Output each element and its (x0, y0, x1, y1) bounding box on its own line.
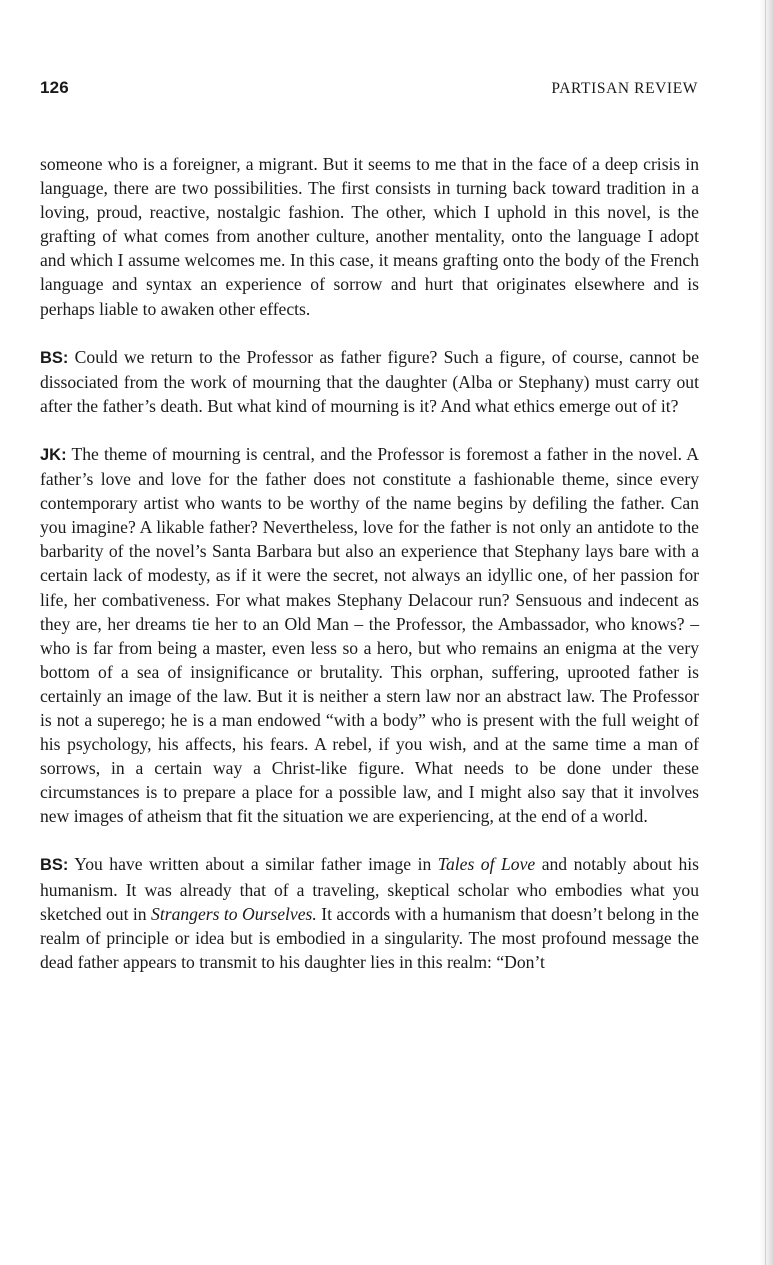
paragraph-continuation (40, 152, 699, 321)
speaker-label: BS: (40, 348, 69, 367)
paragraph-bs-question (40, 345, 699, 418)
book-title-tales-of-love: Tales of Love (437, 854, 536, 875)
page-body (40, 152, 699, 998)
page-edge (759, 0, 773, 1265)
paragraph-text: and notably about his humanism. It was already that of a traveling, skeptical scholar who embodies what you sketched out in (40, 854, 699, 924)
book-title-strangers-to-ourselves: Strangers to Ourselves. (151, 903, 317, 924)
paragraph-text: You have written about a similar father image in (68, 854, 438, 875)
paragraph-text: someone who is a foreigner, a migrant. But it seems to me that in the face of a deep crisis in language, there are two possibilities. The first consists in turning back toward tradition in a loving, proud, reactive, nostalgic fashion. The other, which I uphold in this novel, is the grafting of what comes from another culture, another mentality, onto the language I adopt and which I assume welcomes me. In this case, it means grafting onto the body of the French language and syntax an experience of sorrow and hurt that originates elsewhere and is perhaps liable to awaken other effects. (40, 154, 699, 319)
speaker-label: BS: (40, 856, 69, 875)
page-number: 126 (40, 78, 69, 97)
speaker-label: JK: (40, 445, 67, 464)
paragraph-text: Could we return to the Professor as father figure? Such a figure, of course, cannot be dissociated from the work of mourning that the daughter (Alba or Stephany) must carry out after the father’s death. But what kind of mourning is it? And what ethics emerge out of it? (40, 346, 699, 416)
page-header (40, 77, 698, 101)
paragraph-text: The theme of mourning is central, and the Professor is foremost a father in the novel. A father’s love and love for the father does not constitute a fashionable theme, since every contemporary artist who wants to be worthy of the name begins by defiling the father. Can you imagine? A likable father? Nevertheless, love for the father is not only an antidote to the barbarity of the novel’s Santa Barbara but also an experience that Stephany lays bare with a certain lack of modesty, as if it were the secret, not always an idyllic one, of her passion for life, her combativeness. For what makes Stephany Delacour run? Sensuous and indecent as they are, her dreams tie her to an Old Man – the Professor, the Ambassador, who knows? – who is far from being a master, even less so a hero, but who remains an enigma at the very bottom of a sea of insignificance or brutality. This orphan, suffering, uprooted father is certainly an image of the law. But it is neither a stern law nor an abstract law. The Professor is not a superego; he is a man endowed “with a body” who is present with the full weight of his psychology, his affects, his fears. A rebel, if you wish, and at the same time a man of sorrows, in a certain way a Christ-like figure. What needs to be done under these circumstances is to prepare a place for a possible law, and I might also say that it involves new images of atheism that fit the situation we are experiencing, at the end of a world. (40, 443, 699, 827)
paragraph-jk-answer (40, 442, 699, 829)
paragraph-text: It accords with a humanism that doesn’t belong in the realm of principle or idea but is embodied in a singularity. The most profound message the dead father appears to transmit to his daughter lies in this realm: “Don’t (40, 903, 699, 972)
paragraph-bs-question-2 (40, 852, 699, 973)
running-head: PARTISAN REVIEW (551, 80, 698, 97)
